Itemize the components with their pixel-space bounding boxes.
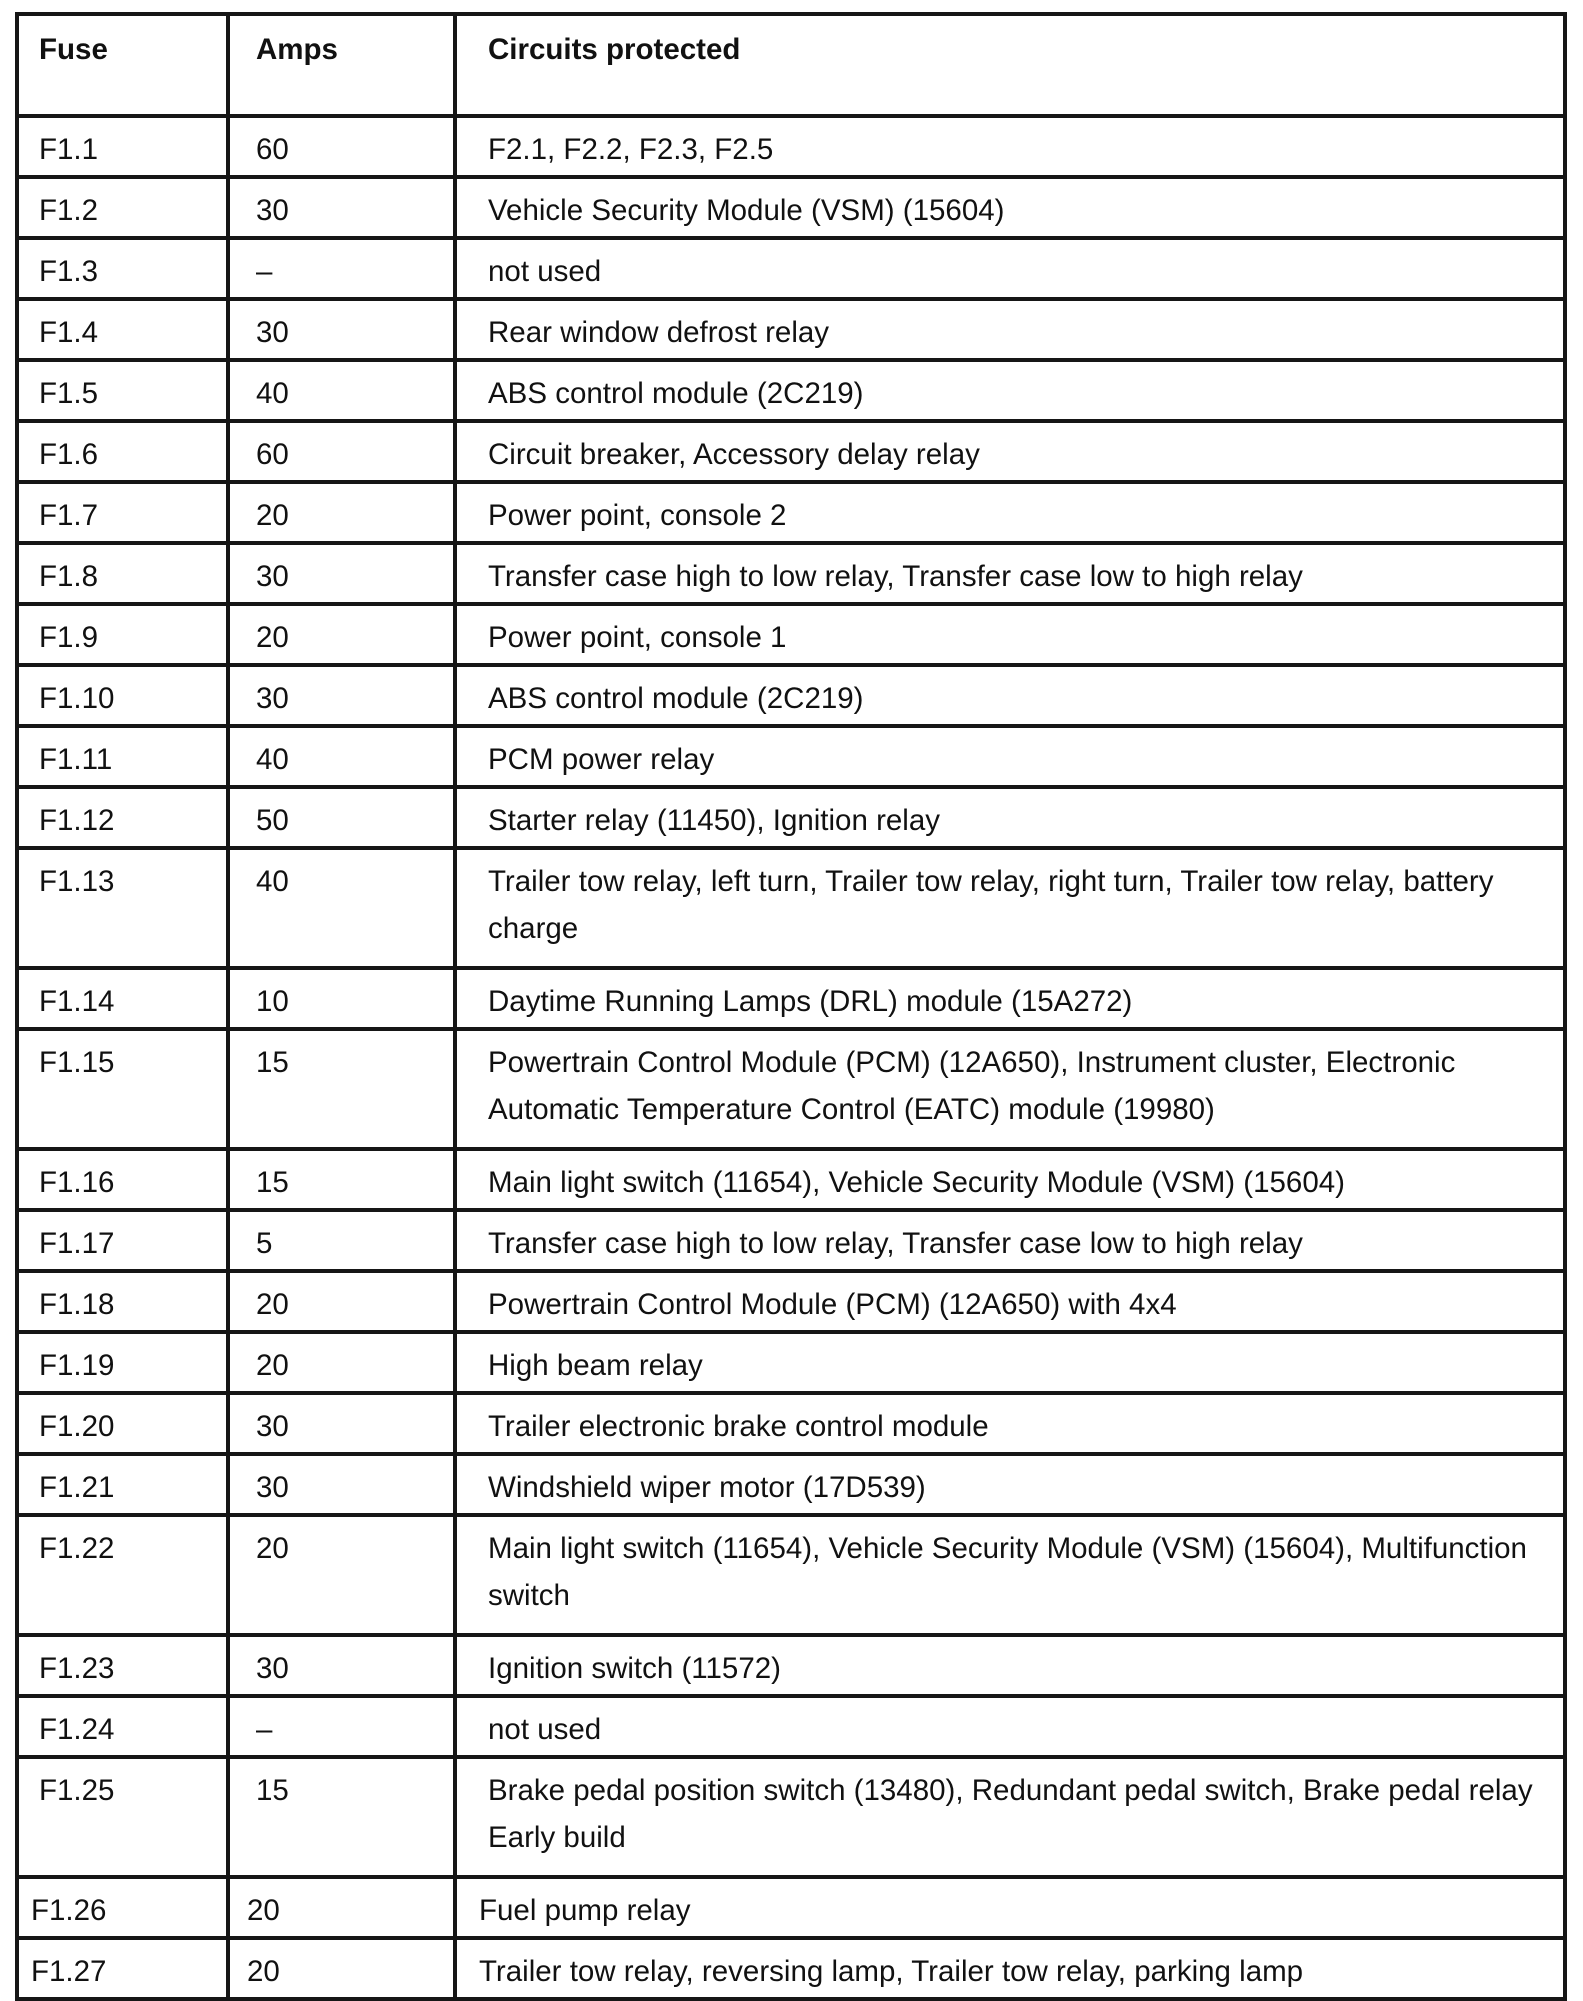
amps-cell: 20 (228, 1332, 455, 1393)
fuse-cell: F1.21 (17, 1454, 228, 1515)
circuits-cell: Main light switch (11654), Vehicle Security Module (VSM) (15604), Multifunction switch (455, 1515, 1565, 1635)
amps-cell: 5 (228, 1210, 455, 1271)
fuse-cell: F1.24 (17, 1696, 228, 1757)
amps-cell: 30 (228, 1454, 455, 1515)
table-row (17, 787, 1565, 848)
fuse-cell: F1.25 (17, 1757, 228, 1877)
circuits-cell: Powertrain Control Module (PCM) (12A650) with 4x4 (455, 1271, 1565, 1332)
table-row (17, 543, 1565, 604)
circuits-cell: Trailer tow relay, left turn, Trailer tow relay, right turn, Trailer tow relay, battery charge (455, 848, 1565, 968)
circuits-cell: Trailer electronic brake control module (455, 1393, 1565, 1454)
circuits-cell: not used (455, 1696, 1565, 1757)
fuse-cell: F1.4 (17, 299, 228, 360)
table-row (17, 299, 1565, 360)
table-row (17, 482, 1565, 543)
circuits-cell: Vehicle Security Module (VSM) (15604) (455, 177, 1565, 238)
amps-cell: 20 (228, 604, 455, 665)
amps-cell: 30 (228, 1393, 455, 1454)
amps-cell: 40 (228, 360, 455, 421)
amps-cell: 20 (228, 1938, 455, 1999)
table-row (17, 848, 1565, 968)
circuits-cell: F2.1, F2.2, F2.3, F2.5 (455, 116, 1565, 177)
amps-cell: 20 (228, 1271, 455, 1332)
fuse-cell: F1.15 (17, 1029, 228, 1149)
circuits-cell: Windshield wiper motor (17D539) (455, 1454, 1565, 1515)
amps-cell: 50 (228, 787, 455, 848)
fuse-cell: F1.7 (17, 482, 228, 543)
table-row (17, 1635, 1565, 1696)
amps-cell: – (228, 1696, 455, 1757)
fuse-cell: F1.18 (17, 1271, 228, 1332)
circuits-cell: not used (455, 238, 1565, 299)
amps-cell: 20 (228, 482, 455, 543)
table-row (17, 1938, 1565, 1999)
circuits-cell: Main light switch (11654), Vehicle Security Module (VSM) (15604) (455, 1149, 1565, 1210)
amps-cell: 20 (228, 1515, 455, 1635)
table-row (17, 968, 1565, 1029)
circuits-cell: Brake pedal position switch (13480), Redundant pedal switch, Brake pedal relay Early build (455, 1757, 1565, 1877)
table-header (17, 14, 1565, 116)
table-row (17, 421, 1565, 482)
amps-cell: 30 (228, 1635, 455, 1696)
circuits-cell: ABS control module (2C219) (455, 665, 1565, 726)
fuse-cell: F1.23 (17, 1635, 228, 1696)
fuse-cell: F1.17 (17, 1210, 228, 1271)
circuits-cell: Transfer case high to low relay, Transfer case low to high relay (455, 543, 1565, 604)
fuse-cell: F1.14 (17, 968, 228, 1029)
table-row (17, 1515, 1565, 1635)
circuits-cell: Transfer case high to low relay, Transfer case low to high relay (455, 1210, 1565, 1271)
fuse-table (15, 12, 1567, 2001)
table-row (17, 1877, 1565, 1938)
fuse-cell: F1.9 (17, 604, 228, 665)
table-row (17, 1271, 1565, 1332)
header-amps: Amps (228, 14, 455, 116)
table-row (17, 116, 1565, 177)
amps-cell: 30 (228, 665, 455, 726)
fuse-cell: F1.26 (17, 1877, 228, 1938)
table-row (17, 360, 1565, 421)
table-row (17, 238, 1565, 299)
table-row (17, 665, 1565, 726)
fuse-cell: F1.20 (17, 1393, 228, 1454)
table-row (17, 1393, 1565, 1454)
amps-cell: 10 (228, 968, 455, 1029)
amps-cell: 30 (228, 177, 455, 238)
table-row (17, 1696, 1565, 1757)
amps-cell: 15 (228, 1149, 455, 1210)
amps-cell: 20 (228, 1877, 455, 1938)
amps-cell: 30 (228, 543, 455, 604)
amps-cell: 40 (228, 848, 455, 968)
header-row (17, 14, 1565, 116)
fuse-cell: F1.10 (17, 665, 228, 726)
table-row (17, 1029, 1565, 1149)
fuse-cell: F1.11 (17, 726, 228, 787)
amps-cell: 15 (228, 1029, 455, 1149)
circuits-cell: Fuel pump relay (455, 1877, 1565, 1938)
table-row (17, 1210, 1565, 1271)
fuse-cell: F1.27 (17, 1938, 228, 1999)
amps-cell: 40 (228, 726, 455, 787)
fuse-cell: F1.16 (17, 1149, 228, 1210)
circuits-cell: Circuit breaker, Accessory delay relay (455, 421, 1565, 482)
fuse-cell: F1.1 (17, 116, 228, 177)
table-row (17, 604, 1565, 665)
header-fuse: Fuse (17, 14, 228, 116)
fuse-cell: F1.2 (17, 177, 228, 238)
amps-cell: 30 (228, 299, 455, 360)
fuse-cell: F1.3 (17, 238, 228, 299)
circuits-cell: ABS control module (2C219) (455, 360, 1565, 421)
table-row (17, 1149, 1565, 1210)
fuse-cell: F1.12 (17, 787, 228, 848)
table-row (17, 1332, 1565, 1393)
fuse-cell: F1.19 (17, 1332, 228, 1393)
table-row (17, 1454, 1565, 1515)
fuse-cell: F1.22 (17, 1515, 228, 1635)
table-row (17, 1757, 1565, 1877)
header-circuits: Circuits protected (455, 14, 1565, 116)
circuits-cell: Powertrain Control Module (PCM) (12A650), Instrument cluster, Electronic Automatic Temperature Control (EATC) module (19980) (455, 1029, 1565, 1149)
amps-cell: – (228, 238, 455, 299)
fuse-cell: F1.8 (17, 543, 228, 604)
circuits-cell: Trailer tow relay, reversing lamp, Trailer tow relay, parking lamp (455, 1938, 1565, 1999)
circuits-cell: Power point, console 2 (455, 482, 1565, 543)
circuits-cell: Starter relay (11450), Ignition relay (455, 787, 1565, 848)
amps-cell: 60 (228, 116, 455, 177)
circuits-cell: High beam relay (455, 1332, 1565, 1393)
fuse-cell: F1.6 (17, 421, 228, 482)
table-body (17, 116, 1565, 1999)
circuits-cell: Rear window defrost relay (455, 299, 1565, 360)
fuse-cell: F1.13 (17, 848, 228, 968)
fuse-cell: F1.5 (17, 360, 228, 421)
table-row (17, 726, 1565, 787)
amps-cell: 15 (228, 1757, 455, 1877)
circuits-cell: Ignition switch (11572) (455, 1635, 1565, 1696)
circuits-cell: Daytime Running Lamps (DRL) module (15A272) (455, 968, 1565, 1029)
circuits-cell: Power point, console 1 (455, 604, 1565, 665)
table-row (17, 177, 1565, 238)
circuits-cell: PCM power relay (455, 726, 1565, 787)
amps-cell: 60 (228, 421, 455, 482)
